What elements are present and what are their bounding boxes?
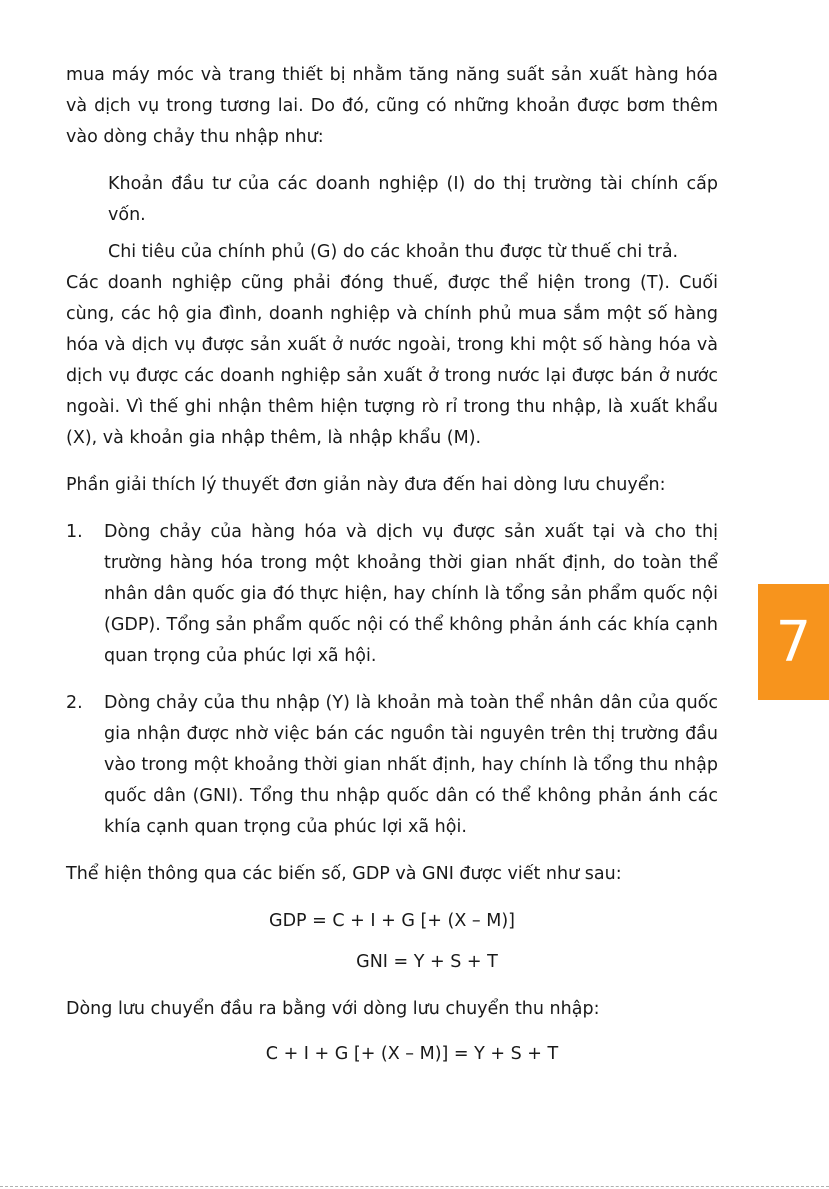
formula-equality: C + I + G [+ (X – M)] = Y + S + T bbox=[265, 1044, 559, 1064]
formula-gdp: GDP = C + I + G [+ (X – M)] bbox=[269, 911, 515, 931]
chapter-tab bbox=[758, 584, 829, 700]
injection-investment: Khoản đầu tư của các doanh nghiệp (I) do thị trường tài chính cấp vốn. bbox=[108, 174, 718, 225]
injection-government: Chi tiêu của chính phủ (G) do các khoản thu được từ thuế chi trả. bbox=[108, 242, 679, 262]
list-item-number: 1. bbox=[66, 522, 83, 542]
list-item-text: Dòng chảy của thu nhập (Y) là khoản mà toàn thể nhân dân của quốc gia nhận được nhờ việc bán các nguồn tài nguyên trên thị trường đầu vào trong một khoảng thời gian nhất định, hay chính là tổng thu nhập quốc dân (GNI). Tổng thu nhập quốc dân có thể không phản ánh các khía cạnh quan trọng của phúc lợi xã hội. bbox=[104, 693, 718, 837]
intro-paragraph: mua máy móc và trang thiết bị nhằm tăng năng suất sản xuất hàng hóa và dịch vụ trong tương lai. Do đó, cũng có những khoản được bơm thêm vào dòng chảy thu nhập như: bbox=[66, 65, 718, 147]
flows-intro: Phần giải thích lý thuyết đơn giản này đưa đến hai dòng lưu chuyển: bbox=[66, 475, 666, 495]
page-body bbox=[66, 60, 718, 1088]
list-item bbox=[66, 688, 718, 843]
page-edge-rule bbox=[0, 1186, 829, 1187]
equality-intro: Dòng lưu chuyển đầu ra bằng với dòng lưu chuyển thu nhập: bbox=[66, 999, 600, 1019]
leakage-paragraph: Các doanh nghiệp cũng phải đóng thuế, được thể hiện trong (T). Cuối cùng, các hộ gia đình, doanh nghiệp và chính phủ mua sắm một số hàng hóa và dịch vụ được sản xuất ở nước ngoài, trong khi một số hàng hóa và dịch vụ được các doanh nghiệp sản xuất ở trong nước lại được bán ở nước ngoài. Vì thế ghi nhận thêm hiện tượng rò rỉ trong thu nhập, là xuất khẩu (X), và khoản gia nhập thêm, là nhập khẩu (M). bbox=[66, 273, 718, 448]
list-item-text: Dòng chảy của hàng hóa và dịch vụ được sản xuất tại và cho thị trường hàng hóa trong một khoảng thời gian nhất định, do toàn thể nhân dân quốc gia đó thực hiện, hay chính là tổng sản phẩm quốc nội (GDP). Tổng sản phẩm quốc nội có thể không phản ánh các khía cạnh quan trọng của phúc lợi xã hội. bbox=[104, 522, 718, 666]
variables-intro: Thể hiện thông qua các biến số, GDP và GNI được viết như sau: bbox=[66, 864, 622, 884]
formula-gni: GNI = Y + S + T bbox=[356, 952, 498, 972]
list-item-number: 2. bbox=[66, 693, 83, 713]
list-item bbox=[66, 517, 718, 672]
flows-list bbox=[66, 517, 718, 843]
chapter-number: 7 bbox=[775, 609, 812, 675]
